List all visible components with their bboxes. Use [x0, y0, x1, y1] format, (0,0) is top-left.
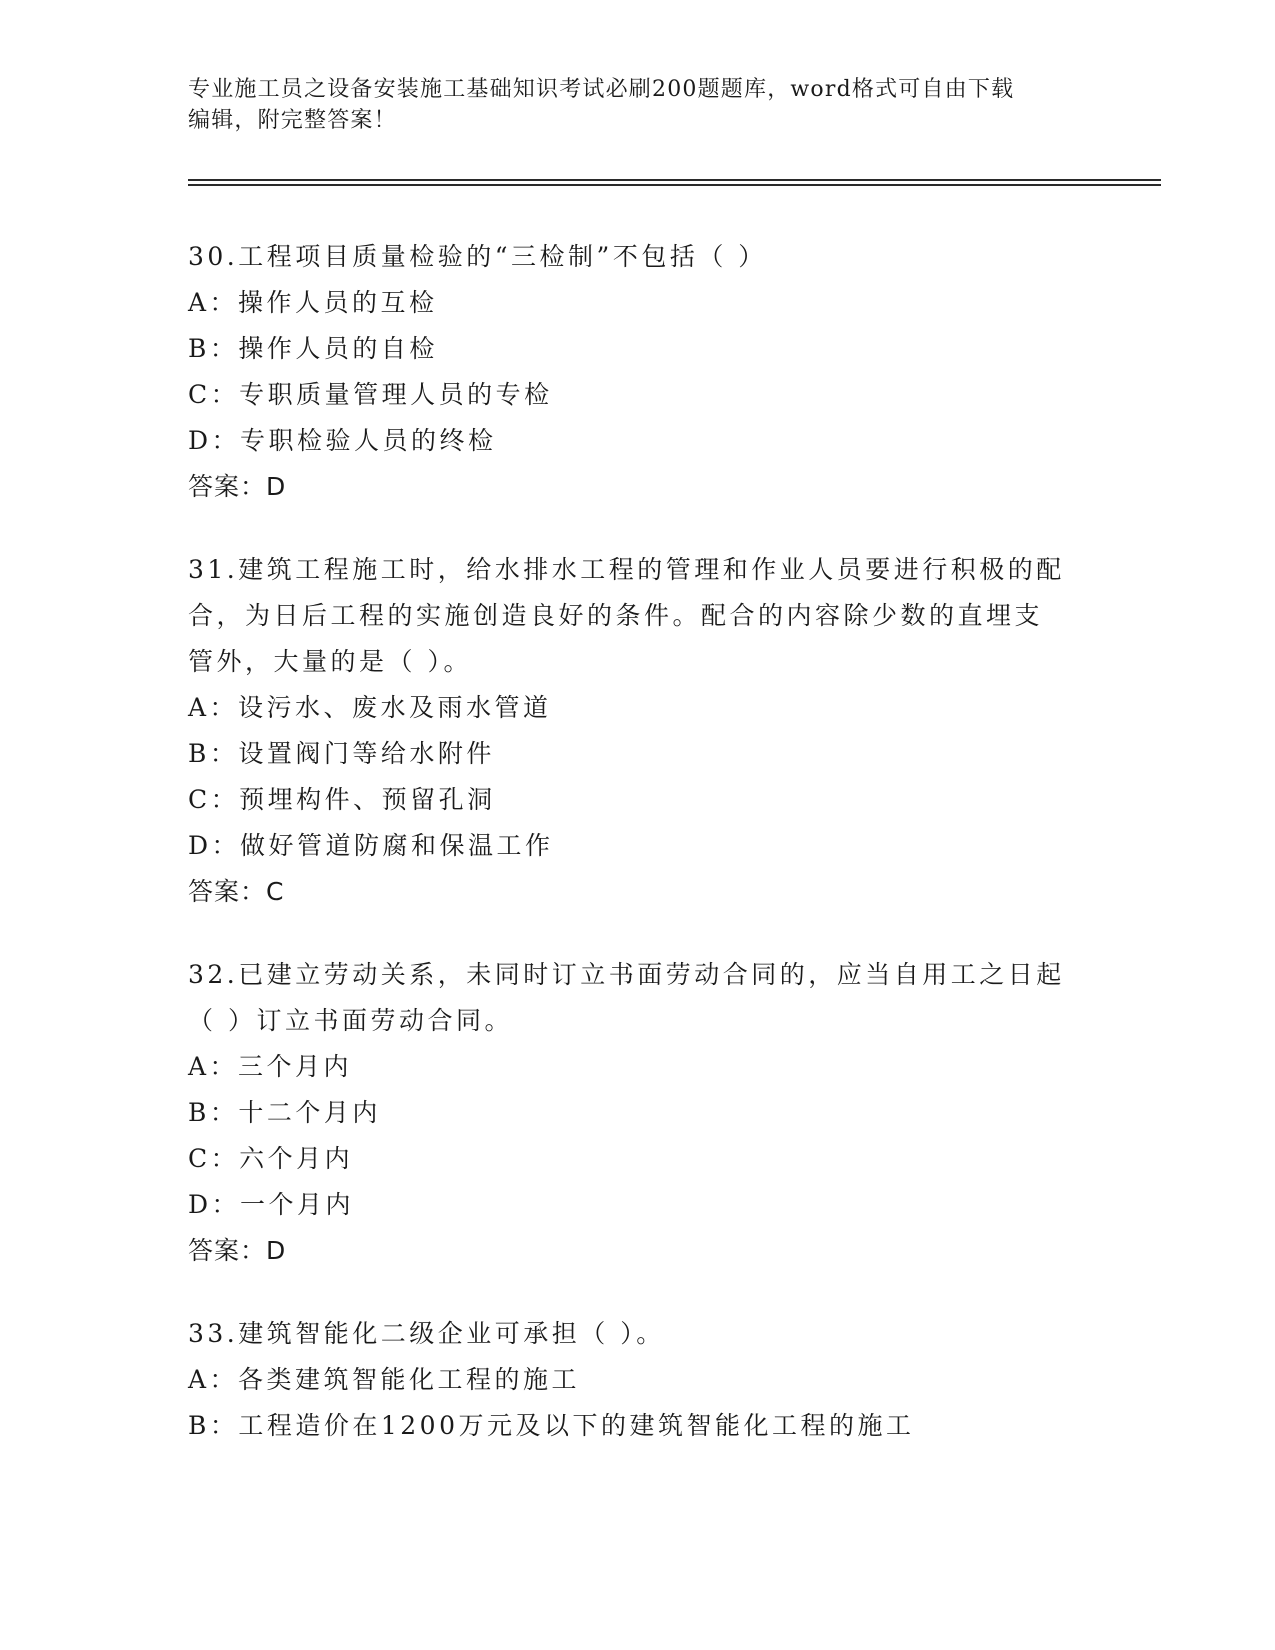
option-a: A：操作人员的互检 [188, 288, 438, 317]
option-a: A：三个月内 [188, 1052, 353, 1081]
stem-line: （ ）订立书面劳动合同。 [188, 1006, 513, 1035]
option-b: B：设置阀门等给水附件 [188, 739, 495, 768]
option-a: A：设污水、废水及雨水管道 [188, 693, 552, 722]
stem-line: 31.建筑工程施工时，给水排水工程的管理和作业人员要进行积极的配 [188, 555, 1065, 584]
option-a: A：各类建筑智能化工程的施工 [188, 1365, 581, 1394]
option-c: C：专职质量管理人员的专检 [188, 380, 553, 409]
header-divider-top [188, 179, 1161, 181]
option-d: D：做好管道防腐和保温工作 [188, 831, 554, 860]
stem-line: 33.建筑智能化二级企业可承担（ ）。 [188, 1319, 665, 1348]
question-33 [188, 1311, 1088, 1449]
question-32 [188, 952, 1088, 1274]
stem-line: 合，为日后工程的实施创造良好的条件。配合的内容除少数的直埋支 [188, 601, 1044, 630]
option-b: B：工程造价在1200万元及以下的建筑智能化工程的施工 [188, 1411, 915, 1440]
header-line-1: 专业施工员之设备安装施工基础知识考试必刷200题题库，word格式可自由下载 [188, 77, 1015, 102]
stem-line: 30.工程项目质量检验的“三检制”不包括（ ） [188, 242, 767, 271]
header-divider-bottom [188, 184, 1161, 186]
question-list [188, 234, 1088, 1486]
question-stem [188, 1311, 1088, 1357]
document-header [188, 74, 1088, 136]
question-31 [188, 547, 1088, 915]
question-stem [188, 547, 1088, 685]
answer-label: 答案：C [188, 877, 285, 906]
option-b: B：十二个月内 [188, 1098, 381, 1127]
option-d: D：一个月内 [188, 1190, 355, 1219]
answer-label: 答案：D [188, 472, 287, 501]
question-stem [188, 234, 1088, 280]
option-b: B：操作人员的自检 [188, 334, 438, 363]
stem-line: 32.已建立劳动关系，未同时订立书面劳动合同的，应当自用工之日起 [188, 960, 1065, 989]
answer-label: 答案：D [188, 1236, 287, 1265]
question-30 [188, 234, 1088, 510]
header-line-2: 编辑，附完整答案！ [188, 108, 397, 133]
option-c: C：预埋构件、预留孔洞 [188, 785, 496, 814]
option-c: C：六个月内 [188, 1144, 354, 1173]
question-stem [188, 952, 1088, 1044]
option-d: D：专职检验人员的终检 [188, 426, 497, 455]
stem-line: 管外，大量的是（ ）。 [188, 647, 472, 676]
